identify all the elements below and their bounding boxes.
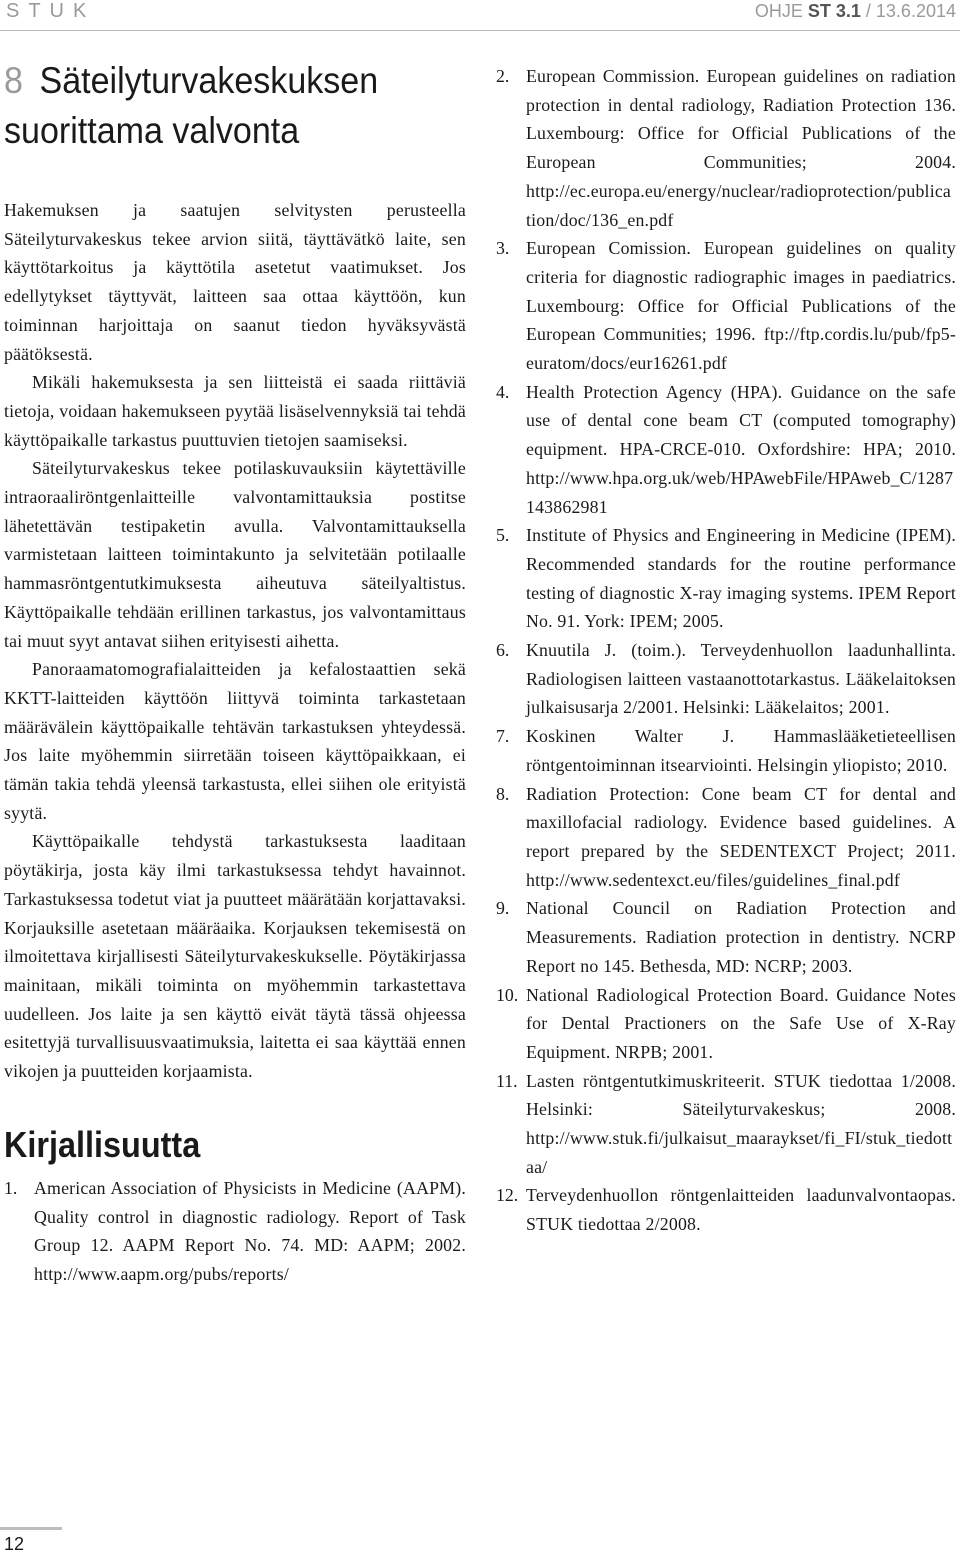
footer-rule: [0, 1527, 62, 1530]
reference-number: 4.: [496, 381, 510, 402]
publisher-name: STUK: [6, 0, 96, 22]
reference-number: 6.: [496, 640, 510, 661]
paragraph: Säteilyturvakeskus tekee potilaskuvauksiin käytettäville intraoraaliröntgenlaitteille valvontamittauksia postitse lähetettävän testipaketin avulla. Valvontamittauksella varmistetaan laitteen toimintakunto ja selvitetään potilaalle hammasröntgentutkimuksesta aiheutuva säteilyaltistus. Käyttöpaikalle tehdään erillinen tarkastus, jos valvontamittaus tai muut syyt antavat siihen erityisesti aihetta.: [4, 458, 466, 651]
reference-number: 11.: [496, 1070, 518, 1091]
reference-text: European Comission. European guidelines on quality criteria for diagnostic radiographic images in paediatrics. Luxembourg: Office for Official Publications of the European Communities; 1996. ftp://ftp.cordis.lu/pub/fp5-euratom/docs/eur16261.pdf: [526, 238, 956, 374]
reference-item: [496, 722, 956, 779]
reference-item: [496, 234, 956, 378]
reference-number: 8.: [496, 783, 510, 804]
reference-number: 2.: [496, 66, 510, 86]
reference-text: National Radiological Protection Board. Guidance Notes for Dental Practioners on the Safe Use of X-Ray Equipment. NRPB; 2001.: [526, 984, 956, 1062]
page-header: [0, 0, 960, 31]
reference-number: 7.: [496, 726, 510, 747]
reference-text: National Council on Radiation Protection and Measurements. Radiation protection in dentistry. NCRP Report no 145. Bethesda, MD: NCRP; 2003.: [526, 898, 956, 976]
reference-number: 3.: [496, 238, 510, 259]
reference-text: Koskinen Walter J. Hammaslääketieteellisen röntgentoiminnan itsearviointi. Helsingin yliopisto; 2010.: [526, 726, 956, 775]
reference-text: Lasten röntgentutkimuskriteerit. STUK tiedottaa 1/2008. Helsinki: Säteilyturvakeskus; 2008. http://www.stuk.fi/julkaisut_maaraykset/fi_FI/stuk_tiedottaa/: [526, 1070, 956, 1177]
reference-item: [4, 1174, 466, 1289]
reference-number: 1.: [4, 1177, 18, 1198]
reference-text: Radiation Protection: Cone beam CT for dental and maxillofacial radiology. Evidence based guidelines. A report prepared by the SEDENTEXCT Project; 2011. http://www.sedentexct.eu/files/guidelines_final.pdf: [526, 783, 956, 890]
bibliography-heading: Kirjallisuutta: [4, 1123, 201, 1165]
reference-number: 5.: [496, 525, 510, 546]
reference-item: [496, 780, 956, 895]
right-column: [496, 62, 956, 1239]
reference-text: American Association of Physicists in Medicine (AAPM). Quality control in diagnostic radiology. Report of Task Group 12. AAPM Report No. 74. MD: AAPM; 2002. http://www.aapm.org/pubs/reports/: [34, 1177, 466, 1284]
reference-text: European Commission. European guidelines on radiation protection in dental radiology, Radiation Protection 136. Luxembourg: Office for Official Publications of the European Communities; 2004. http://ec.europa.eu/energy/nuclear/radioprotection/publication/doc/136_en.pdf: [526, 66, 956, 230]
reference-item: [496, 1181, 956, 1238]
section-title-line1: Säteilyturvakeskuksen: [39, 60, 379, 101]
section-number: 8: [4, 60, 23, 101]
page-number: 12: [4, 1534, 25, 1554]
reference-item: [496, 894, 956, 980]
section-body: [4, 196, 466, 1086]
reference-item: [496, 62, 956, 234]
reference-number: 10.: [496, 984, 519, 1005]
paragraph: Käyttöpaikalle tehdystä tarkastuksesta laaditaan pöytäkirja, josta käy ilmi tarkastuksessa tehdyt havainnot. Tarkastuksessa todetut viat ja puutteet määrätään korjattavaksi. Korjauksille asetetaan määräaika. Korjauksen tekemisestä on ilmoitettava kirjallisesti Säteilyturvakeskukselle. Pöytäkirjassa mainitaan, mikäli toiminta on myöhemmin tarkastettava uudelleen. Jos laite ja sen käyttö eivät täytä tässä ohjeessa esitettyjä turvallisuusvaatimuksia, laitetta ei saa käyttää ennen vikojen ja puutteiden korjaamista.: [4, 831, 466, 1082]
paragraph: Hakemuksen ja saatujen selvitysten perusteella Säteilyturvakeskus tekee arvion siitä, täyttävätkö laite, sen käyttötarkoitus ja käyttötila asetetut vaatimukset. Jos edellytykset täyttyvät, laitteen saa ottaa käyttöön, kun toiminnan harjoittaja on saanut tiedon hyväksyvästä päätöksestä.: [4, 200, 466, 364]
reference-item: [496, 636, 956, 722]
section-heading: [4, 56, 429, 156]
reference-number: 9.: [496, 898, 510, 919]
reference-text: Knuutila J. (toim.). Terveydenhuollon laadunhallinta. Radiologisen laitteen vastaanottotarkastus. Lääkelaitoksen julkaisusarja 2/2001. Helsinki: Lääkelaitos; 2001.: [526, 640, 956, 718]
doc-prefix: OHJE: [754, 1, 808, 21]
reference-number: 12.: [496, 1185, 519, 1206]
paragraph: Panoraamatomografialaitteiden ja kefalostaattien sekä KKTT-laitteiden käyttöön liittyvä toiminta tarkastetaan määrävälein käyttöpaikalle tehtävän tarkastuksen yhteydessä. Jos laite myöhemmin siirretään toiseen käyttöpaikkaan, ei tämän takia tehdä yleensä tarkastusta, ellei siihen ole erityistä syytä.: [4, 659, 466, 823]
reference-item: [496, 521, 956, 636]
reference-item: [496, 1067, 956, 1182]
reference-text: Institute of Physics and Engineering in Medicine (IPEM). Recommended standards for the routine performance testing of diagnostic X-ray imaging systems. IPEM Report No. 91. York: IPEM; 2005.: [526, 525, 956, 632]
document-reference: [755, 1, 956, 22]
reference-list-right: [496, 62, 956, 1239]
reference-text: Terveydenhuollon röntgenlaitteiden laadunvalvontaopas. STUK tiedottaa 2/2008.: [526, 1185, 956, 1235]
reference-text: Health Protection Agency (HPA). Guidance on the safe use of dental cone beam CT (computed tomography) equipment. HPA-CRCE-010. Oxfordshire: HPA; 2010. http://www.hpa.org.uk/web/HPAwebFile/HPAweb_C/1287143862981: [526, 381, 956, 517]
section-title-line2: suorittama valvonta: [4, 110, 300, 151]
reference-item: [496, 981, 956, 1067]
doc-date: / 13.6.2014: [860, 1, 956, 21]
left-column: [4, 56, 466, 1289]
reference-item: [496, 378, 956, 522]
reference-list-left: [4, 1174, 466, 1289]
paragraph: Mikäli hakemuksesta ja sen liitteistä ei saada riittäviä tietoja, voidaan hakemukseen pyytää lisäselvennyksiä tai tehdä käyttöpaikalle tarkastus puuttuvien tietojen saamiseksi.: [4, 372, 466, 450]
doc-id: ST 3.1: [807, 1, 861, 21]
